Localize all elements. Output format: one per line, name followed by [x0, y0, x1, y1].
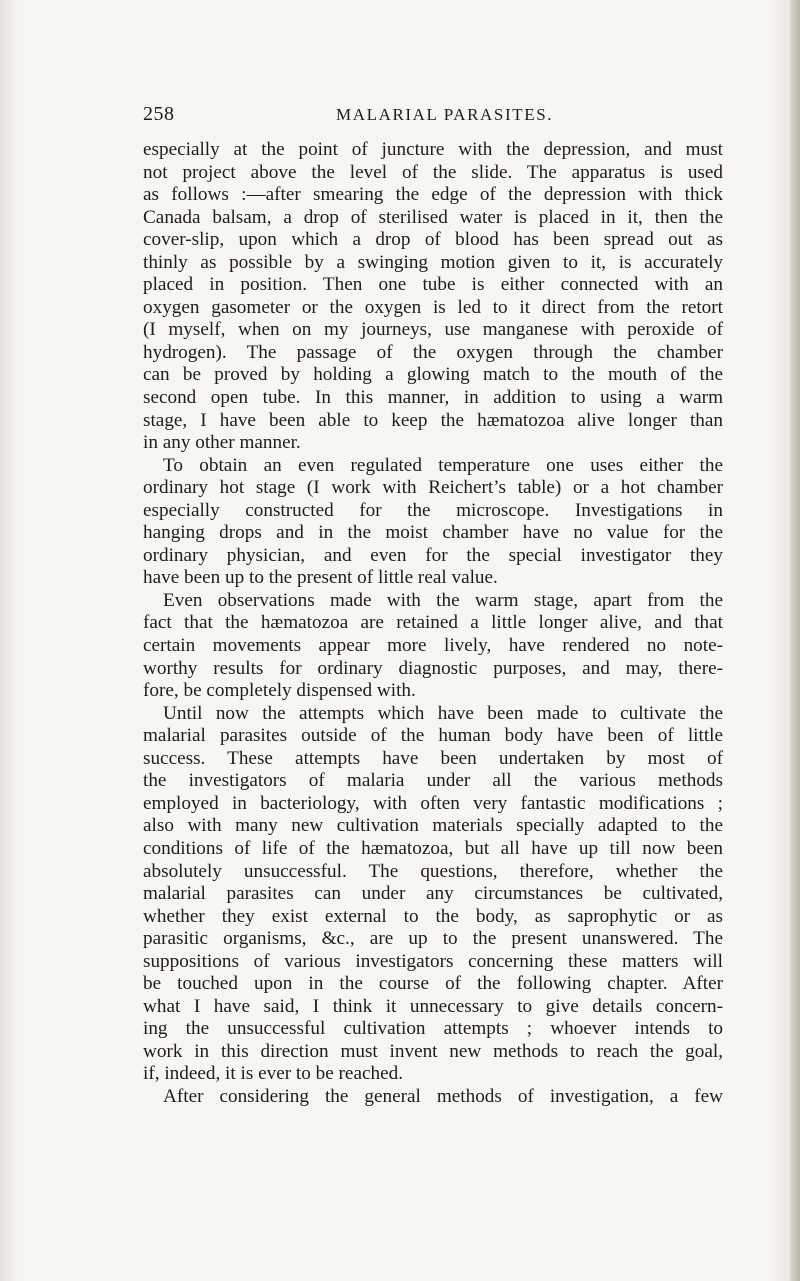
text-line: After considering the general methods of investigation, a few: [163, 1085, 723, 1107]
text-line: also with many new cultivation materials specially adapted to the: [143, 815, 723, 837]
text-line: conditions of life of the hæmatozoa, but all have up till now been: [143, 837, 723, 859]
text-line: worthy results for ordinary diagnostic purposes, and may, there-: [143, 657, 723, 679]
text-line: cover-slip, upon which a drop of blood has been spread out as: [143, 229, 723, 251]
text-line: malarial parasites outside of the human body have been of little: [143, 725, 723, 747]
text-line: absolutely unsuccessful. The questions, therefore, whether the: [143, 860, 723, 882]
text-line: hydrogen). The passage of the oxygen through the chamber: [143, 341, 723, 363]
text-line: hanging drops and in the moist chamber have no value for the: [143, 522, 723, 544]
text-line: oxygen gasometer or the oxygen is led to it direct from the retort: [143, 296, 723, 318]
text-line: especially at the point of juncture with the depression, and must: [143, 139, 723, 160]
text-line: the investigators of malaria under all the various methods: [143, 770, 723, 792]
page-number: 258: [143, 103, 175, 125]
text-line: Until now the attempts which have been made to cultivate the: [163, 702, 723, 724]
text-line: ordinary physician, and even for the special investigator they: [143, 544, 723, 566]
text-line: in any other manner.: [143, 432, 301, 454]
text-line: Even observations made with the warm stage, apart from the: [163, 589, 723, 611]
page-left-edge: [0, 0, 14, 1281]
text-line: whether they exist external to the body, as saprophytic or as: [143, 905, 723, 927]
text-line: what I have said, I think it unnecessary to give details concern-: [143, 995, 723, 1017]
text-line: especially constructed for the microscope. Investigations in: [143, 499, 723, 521]
text-line: not project above the level of the slide. The apparatus is used: [143, 161, 723, 183]
text-line: fact that the hæmatozoa are retained a little longer alive, and that: [143, 612, 723, 634]
text-line: (I myself, when on my journeys, use manganese with peroxide of: [143, 319, 723, 341]
text-line: ing the unsuccessful cultivation attempts ; whoever intends to: [143, 1018, 723, 1040]
text-line: be touched upon in the course of the following chapter. After: [143, 973, 723, 995]
text-line: have been up to the present of little real value.: [143, 567, 498, 589]
text-line: second open tube. In this manner, in addition to using a warm: [143, 387, 723, 409]
text-line: placed in position. Then one tube is either connected with an: [143, 274, 723, 296]
text-line: as follows :—after smearing the edge of the depression with thick: [143, 184, 723, 206]
text-line: employed in bacteriology, with often very fantastic modifications ;: [143, 792, 723, 814]
running-title: MALARIAL PARASITES.: [336, 105, 554, 124]
text-line: thinly as possible by a swinging motion given to it, is accurately: [143, 251, 723, 273]
text-line: Canada balsam, a drop of sterilised water is placed in it, then the: [143, 206, 723, 228]
text-line: can be proved by holding a glowing match to the mouth of the: [143, 364, 723, 386]
text-line: stage, I have been able to keep the hæmatozoa alive longer than: [143, 409, 723, 431]
text-line: fore, be completely dispensed with.: [143, 680, 416, 702]
text-line: certain movements appear more lively, have rendered no note-: [143, 635, 723, 657]
text-line: if, indeed, it is ever to be reached.: [143, 1063, 403, 1085]
body-text: [143, 139, 723, 1109]
text-line: work in this direction must invent new methods to reach the goal,: [143, 1040, 723, 1062]
page-right-edge: [790, 0, 800, 1281]
text-line: suppositions of various investigators concerning these matters will: [143, 950, 723, 972]
text-line: parasitic organisms, &c., are up to the present unanswered. The: [143, 928, 723, 950]
text-line: ordinary hot stage (I work with Reichert’s table) or a hot chamber: [143, 477, 723, 499]
text-line: To obtain an even regulated temperature one uses either the: [163, 454, 723, 476]
text-line: malarial parasites can under any circumstances be cultivated,: [143, 883, 723, 905]
running-head: [143, 103, 723, 131]
text-line: success. These attempts have been undertaken by most of: [143, 747, 723, 769]
